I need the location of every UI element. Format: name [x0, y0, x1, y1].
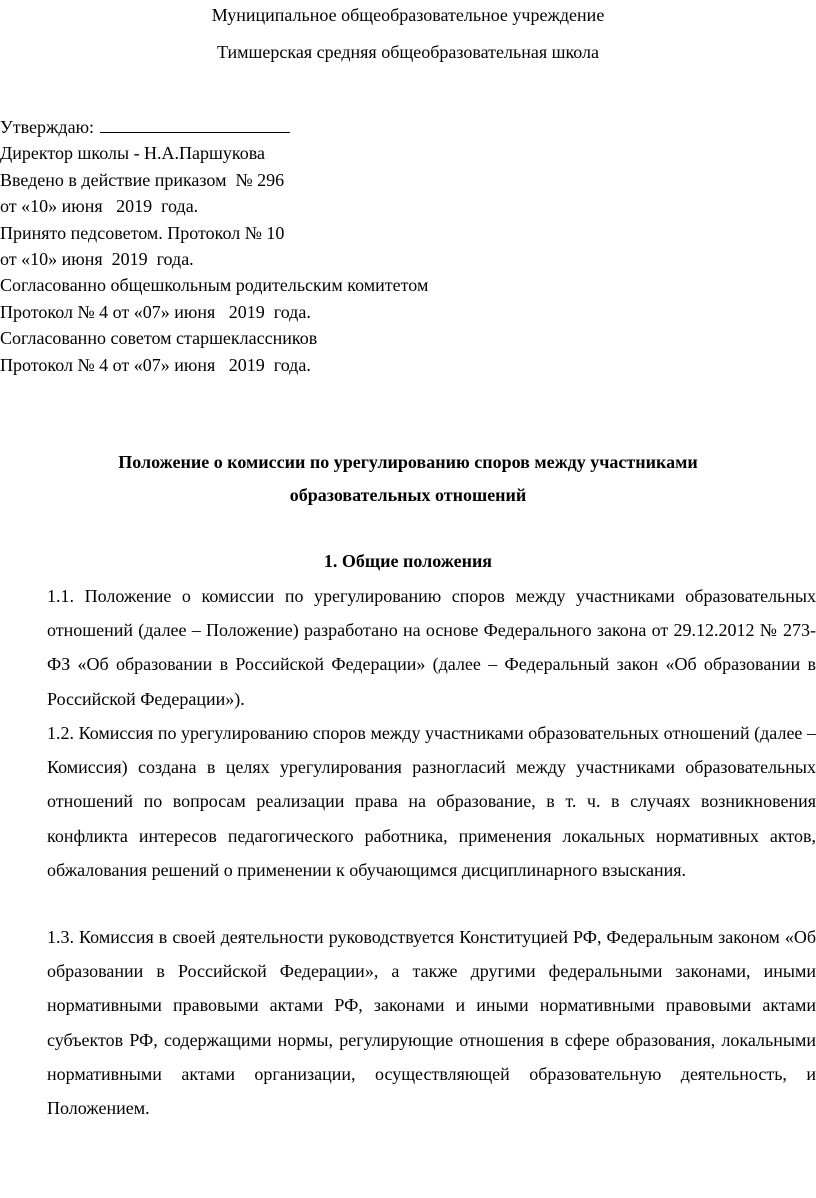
approval-block: [0, 114, 816, 378]
paragraph-1-2: [0, 716, 816, 887]
order-line: Введено в действие приказом № 296: [0, 169, 285, 190]
approve-line: [0, 114, 816, 140]
council-line: Принято педсоветом. Протокол № 10: [0, 222, 285, 243]
signature-underline: [100, 114, 290, 133]
paragraph-1-2-text: 1.2. Комиссия по урегулированию споров между участниками образовательных отношений (далее – Комиссия) создана в целях урегулирования разногласий между участниками образовательных отношений по вопросам реализации права на образование, в т. ч. в случаях возникновения конфликта интересов педагогического работника, применения локальных нормативных актов, обжалования решений о применении к обучающимся дисциплинарного взыскания.: [47, 723, 816, 880]
students-council-line: Согласованно советом старшеклассников: [0, 328, 318, 349]
director-line: Директор школы - Н.А.Паршукова: [0, 143, 265, 164]
parents-committee-line: Согласованно общешкольным родительским комитетом: [0, 275, 429, 296]
paragraph-1-3: [0, 920, 816, 1125]
approve-label: Утверждаю:: [0, 117, 95, 137]
paragraph-1-3-text: 1.3. Комиссия в своей деятельности руководствуется Конституцией РФ, Федеральным законом «Об образовании в Российской Федерации», а также другими федеральными законами, иными нормативными правовыми актами РФ, законами и иными нормативными правовыми актами субъектов РФ, содержащими нормы, регулирующие отношения в сфере образования, локальными нормативными актами организации, осуществляющей образовательную деятельность, и Положением.: [47, 927, 816, 1119]
organization-name-line1: Муниципальное общеобразовательное учреждение: [211, 5, 605, 25]
students-protocol-line: Протокол № 4 от «07» июня 2019 года.: [0, 354, 311, 375]
paragraph-1-1: [0, 579, 816, 716]
council-date-line: от «10» июня 2019 года.: [0, 249, 194, 270]
organization-name-line2: Тимшерская средняя общеобразовательная школа: [216, 42, 600, 62]
parents-protocol-line: Протокол № 4 от «07» июня 2019 года.: [0, 301, 311, 322]
document-title-line2: образовательных отношений: [289, 485, 527, 505]
paragraph-1-1-text: 1.1. Положение о комиссии по урегулированию споров между участниками образовательных отношений (далее – Положение) разработано на основе Федерального закона от 29.12.2012 № 273-ФЗ «Об образовании в Российской Федерации» (далее – Федеральный закон «Об образовании в Российской Федерации»).: [47, 586, 816, 709]
document-title-line1: Положение о комиссии по урегулированию споров между участниками: [118, 452, 698, 472]
order-date-line: от «10» июня 2019 года.: [0, 196, 199, 217]
section-heading: 1. Общие положения: [323, 551, 493, 571]
